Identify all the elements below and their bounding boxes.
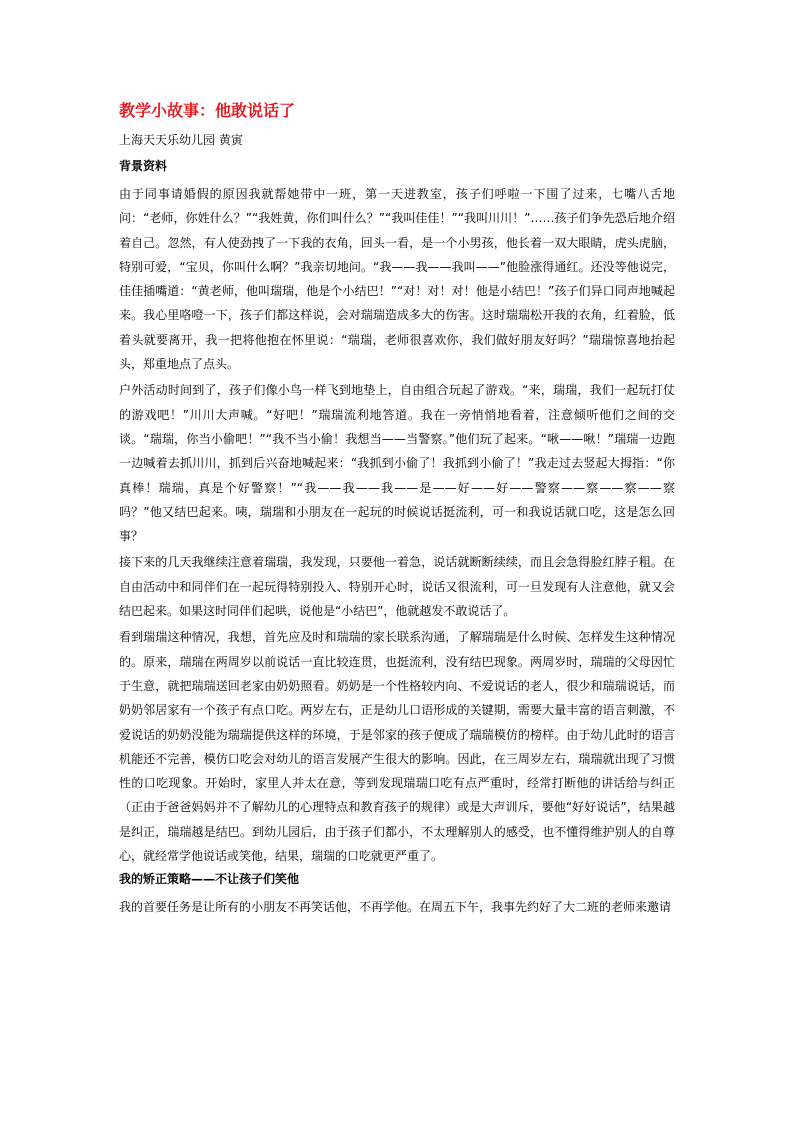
paragraph: 我的首要任务是让所有的小朋友不再笑话他，不再学他。在周五下午，我事先约好了大二班的老师来邀请	[119, 900, 672, 915]
section-background	[119, 157, 675, 868]
section-strategy	[119, 870, 675, 919]
author-line: 上海天天乐幼儿园 黄寅	[119, 133, 243, 147]
section-heading: 背景资料	[119, 159, 168, 173]
paragraph: 看到瑞瑞这种情况，我想，首先应及时和瑞瑞的家长联系沟通，了解瑞瑞是什么时候、怎样发生这种情况的。原来，瑞瑞在两周岁以前说话一直比较连贯，也挺流利，没有结巴现象。两周岁时，瑞瑞的父母因忙于生意，就把瑞瑞送回老家由奶奶照看。奶奶是一个性格较内向、不爱说话的老人，很少和瑞瑞说话，而奶奶邻居家有一个孩子有点口吃。两岁左右，正是幼儿口语形成的关键期，需要大量丰富的语言刺激，不爱说话的奶奶没能为瑞瑞提供这样的环境，于是邻家的孩子便成了瑞瑞模仿的榜样。由于幼儿此时的语言机能还不完善，模仿口吃会对幼儿的语言发展产生很大的影响。因此，在三周岁左右，瑞瑞就出现了习惯性的口吃现象。开始时，家里人并太在意，等到发现瑞瑞口吃有点严重时，经常打断他的讲话给与纠正（正由于爸爸妈妈并不了解幼儿的心理特点和教育孩子的规律）或是大声训斥，要他“好好说话”，结果越是纠正，瑞瑞越是结巴。到幼儿园后，由于孩子们都小，不太理解别人的感受，也不懂得维护别人的自尊心，就经常学他说话或笑他，结果，瑞瑞的口吃就更严重了。	[119, 630, 675, 864]
paragraph: 户外活动时间到了，孩子们像小鸟一样飞到地垫上，自由组合玩起了游戏。“来，瑞瑞，我们一起玩打仗的游戏吧！”川川大声喊。“好吧！”瑞瑞流利地答道。我在一旁悄悄地看着，注意倾听他们之间的交谈。“瑞瑞，你当小偷吧！”“我不当小偷！我想当——当警察。”他们玩了起来。“啾——啾！”瑞瑞一边跑一边喊着去抓川川，抓到后兴奋地喊起来：“我抓到小偷了！我抓到小偷了！”我走过去竖起大拇指：“你真棒！瑞瑞，真是个好警察！”“我——我——我——是——好——好——警察——察——察——察吗？”他又结巴起来。咦，瑞瑞和小朋友在一起玩的时候说话挺流利，可一和我说话就口吃，这是怎么回事？	[119, 383, 675, 544]
paragraph: 由于同事请婚假的原因我就帮她带中一班，第一天进教室，孩子们呼啦一下围了过来，七嘴八舌地问：“老师，你姓什么？”“我姓黄，你们叫什么？”“我叫佳佳！”“我叫川川！”……孩子们争先恐后地介绍着自己。忽然，有人使劲拽了一下我的衣角，回头一看，是一个小男孩，他长着一双大眼睛，虎头虎脑，特别可爱，“宝贝，你叫什么啊？”我亲切地问。“我——我——我叫——”他脸涨得通红。还没等他说完，佳佳插嘴道：“黄老师，他叫瑞瑞，他是个小结巴！”“对！对！对！他是小结巴！”孩子们异口同声地喊起来。我心里咯噔一下，孩子们都这样说，会对瑞瑞造成多大的伤害。这时瑞瑞松开我的衣角，红着脸，低着头就要离开，我一把将他抱在怀里说：“瑞瑞，老师很喜欢你，我们做好朋友好吗？”瑞瑞惊喜地抬起头，郑重地点了点头。	[119, 187, 675, 372]
document-page	[119, 100, 675, 922]
paragraph: 接下来的几天我继续注意着瑞瑞，我发现，只要他一着急，说话就断断续续，而且会急得脸红脖子粗。在自由活动中和同伴们在一起玩得特别投入、特别开心时，说话又很流利，可一旦发现有人注意他，就又会结巴起来。如果这时同伴们起哄，说他是“小结巴”，他就越发不敢说话了。	[119, 555, 675, 619]
section-heading: 我的矫正策略——不让孩子们笑他	[119, 872, 300, 887]
document-title: 教学小故事：他敢说话了	[119, 101, 296, 120]
